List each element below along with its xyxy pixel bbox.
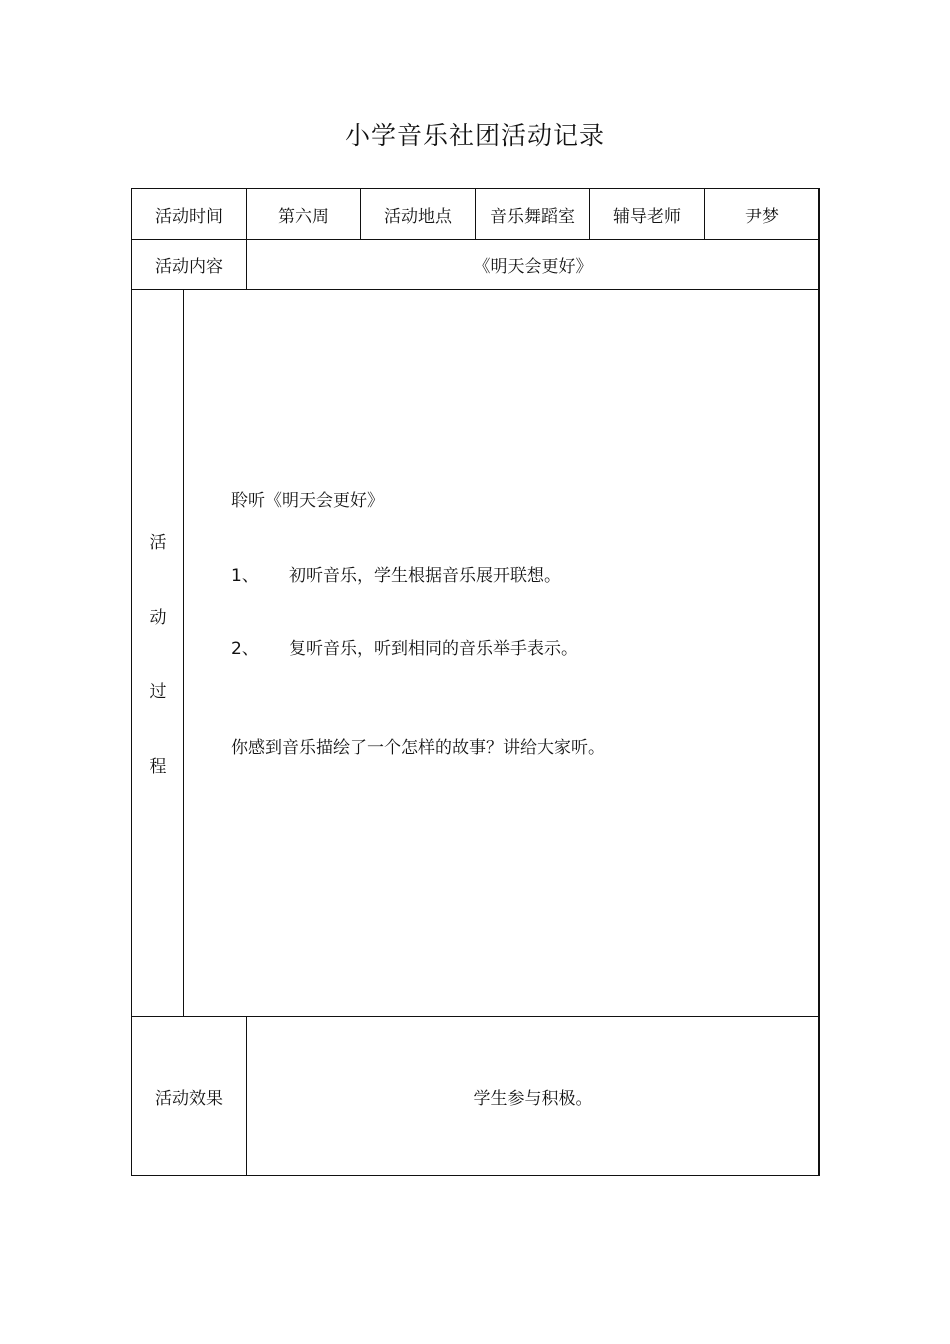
step-text: 复听音乐，听到相同的音乐举手表示。 [289, 639, 578, 659]
activity-effect-value: 学生参与积极。 [473, 1089, 593, 1109]
table-right-edge [819, 188, 820, 1176]
activity-content-value: 《明天会更好》 [473, 257, 593, 277]
process-label-char: 程 [149, 757, 167, 777]
activity-place-value: 音乐舞蹈室 [490, 206, 575, 227]
teacher-label: 辅导老师 [613, 206, 681, 227]
process-label-char: 活 [149, 533, 167, 553]
step-text: 初听音乐，学生根据音乐展开联想。 [289, 566, 561, 586]
col-divider [183, 289, 184, 1016]
process-label-char: 动 [149, 608, 167, 628]
row-divider-2 [131, 289, 819, 290]
activity-place-label: 活动地点 [384, 206, 452, 227]
step-number: 1、 [231, 566, 259, 586]
teacher-value: 尹梦 [745, 206, 779, 227]
activity-effect-label: 活动效果 [155, 1089, 223, 1109]
process-intro: 聆听《明天会更好》 [231, 491, 384, 511]
process-label-char: 过 [149, 682, 167, 702]
document-title: 小学音乐社团活动记录 [344, 121, 605, 150]
activity-content-label: 活动内容 [155, 257, 223, 277]
step-number: 2、 [231, 639, 259, 659]
activity-time-label: 活动时间 [155, 206, 223, 227]
activity-time-value: 第六周 [278, 206, 329, 227]
process-question: 你感到音乐描绘了一个怎样的故事？讲给大家听。 [231, 738, 605, 758]
